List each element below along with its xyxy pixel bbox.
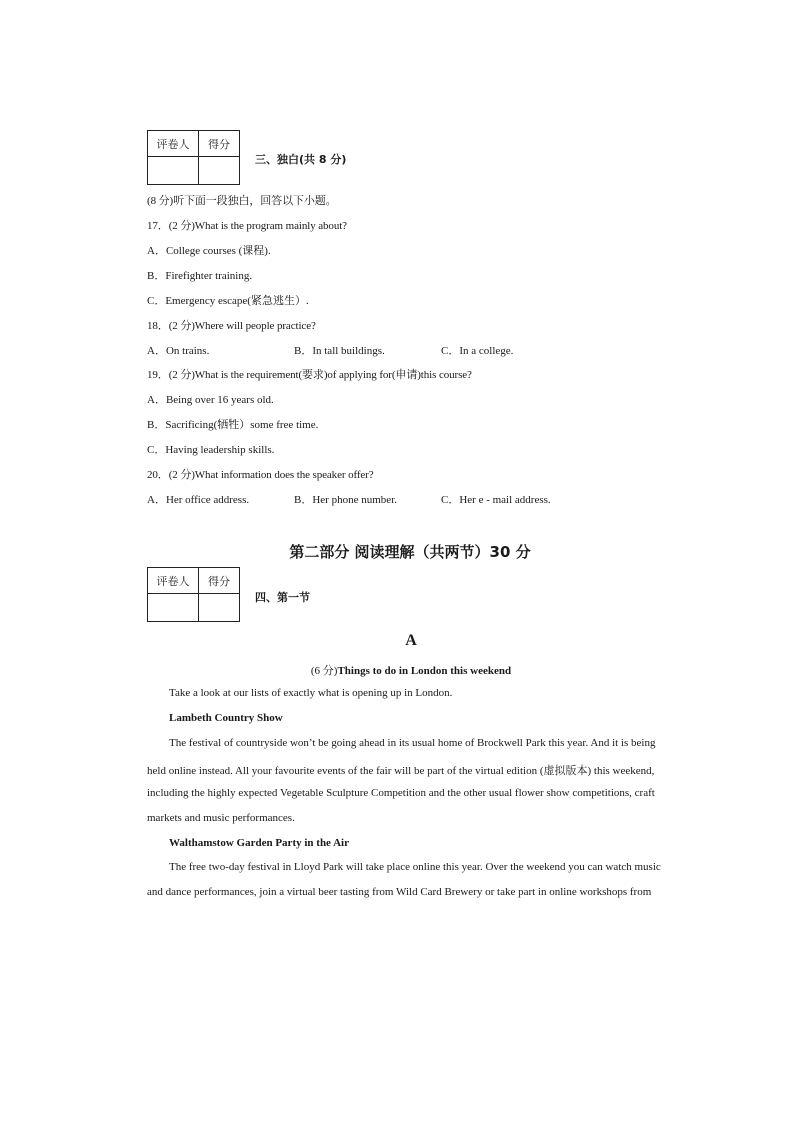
option-c[interactable]: C．In a college. xyxy=(441,345,514,357)
grader-cell[interactable] xyxy=(148,594,199,622)
question-stem: 20．(2 分)What information does the speaker offer? xyxy=(147,469,374,481)
passage-line: including the highly expected Vegetable Sculpture Competition and the other usual flower show competitions, craft xyxy=(147,787,655,799)
passage-title xyxy=(0,662,794,678)
passage-line: and dance performances, join a virtual beer tasting from Wild Card Brewery or take part in online workshops from xyxy=(147,886,652,898)
option-b[interactable]: B．In tall buildings. xyxy=(294,345,385,357)
passage-line: Take a look at our lists of exactly what is opening up in London. xyxy=(169,687,453,699)
option-b[interactable]: B．Sacrificing(牺牲）some free time. xyxy=(147,419,319,431)
passage-line: The free two-day festival in Lloyd Park will take place online this year. Over the weekend you can watch music xyxy=(169,861,661,873)
option-b[interactable]: B．Firefighter training. xyxy=(147,270,253,282)
score-table xyxy=(147,130,240,185)
passage-letter: A xyxy=(405,632,417,649)
question-stem: 18．(2 分)Where will people practice? xyxy=(147,320,316,332)
option-a[interactable]: A．Being over 16 years old. xyxy=(147,394,274,406)
option-b[interactable]: B．Her phone number. xyxy=(294,494,397,506)
option-a[interactable]: A．On trains. xyxy=(147,345,210,357)
option-a[interactable]: A．College courses (课程). xyxy=(147,245,271,257)
score-cell[interactable] xyxy=(199,157,240,185)
passage-subheading: Lambeth Country Show xyxy=(169,712,283,724)
passage-line: held online instead. All your favourite events of the fair will be part of the virtual edition (虚拟版本) this weekend, xyxy=(147,765,655,777)
grader-header: 评卷人 xyxy=(148,568,199,594)
passage-points: (6 分) xyxy=(310,665,338,677)
section-title: 四、第一节 xyxy=(255,591,310,604)
score-table xyxy=(147,567,240,622)
grader-cell[interactable] xyxy=(148,157,199,185)
option-a[interactable]: A．Her office address. xyxy=(147,494,250,506)
score-header: 得分 xyxy=(199,131,240,157)
question-stem: 17．(2 分)What is the program mainly about? xyxy=(147,220,347,232)
part-title: 第二部分 阅读理解（共两节）30 分 xyxy=(289,543,531,561)
option-c[interactable]: C．Emergency escape(紧急逃生）. xyxy=(147,295,309,307)
option-c[interactable]: C．Her e - mail address. xyxy=(441,494,551,506)
score-cell[interactable] xyxy=(199,594,240,622)
option-c[interactable]: C．Having leadership skills. xyxy=(147,444,275,456)
passage-title-text: Things to do in London this weekend xyxy=(337,665,512,677)
section-intro: (8 分)听下面一段独白，回答以下小题。 xyxy=(147,195,337,207)
section-title: 三、独白(共 8 分) xyxy=(255,153,347,166)
score-header: 得分 xyxy=(199,568,240,594)
question-stem: 19．(2 分)What is the requirement(要求)of applying for(申请)this course? xyxy=(147,369,472,381)
passage-line: The festival of countryside won’t be going ahead in its usual home of Brockwell Park this year. And it is being xyxy=(169,737,656,749)
passage-line: markets and music performances. xyxy=(147,812,295,824)
grader-header: 评卷人 xyxy=(148,131,199,157)
passage-subheading: Walthamstow Garden Party in the Air xyxy=(169,837,349,849)
